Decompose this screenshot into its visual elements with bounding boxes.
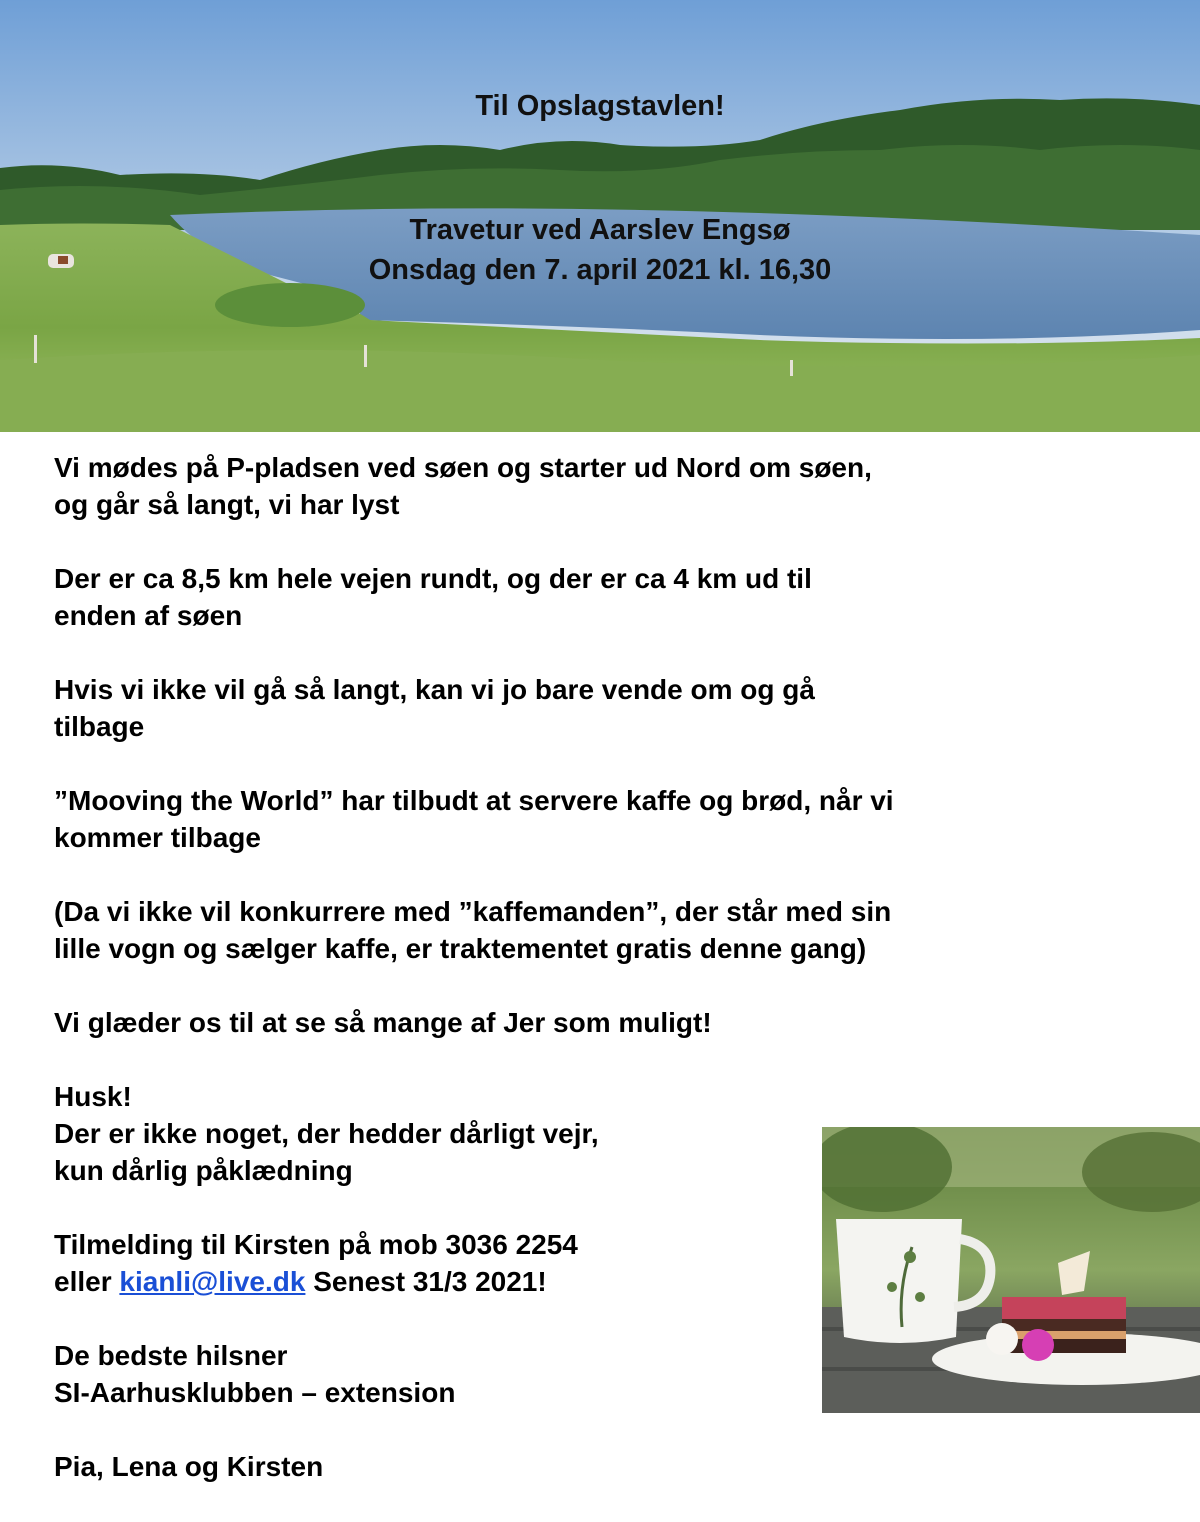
turnaround-paragraph (54, 671, 1054, 745)
signup-deadline: Senest 31/3 2021! (305, 1266, 547, 1297)
turnaround-line-1: Hvis vi ikke vil gå så langt, kan vi jo bare vende om og gå (54, 674, 815, 705)
closing-greeting: De bedste hilsner (54, 1340, 288, 1371)
signup-prefix: eller (54, 1266, 120, 1297)
welcome-paragraph (54, 1004, 1054, 1041)
email-link[interactable]: kianli@live.dk (119, 1266, 306, 1297)
meeting-paragraph (54, 449, 1054, 523)
signup-phone-line: Tilmelding til Kirsten på mob 3036 2254 (54, 1229, 578, 1260)
turnaround-line-2: tilbage (54, 711, 145, 742)
distance-line-2: enden af søen (54, 600, 243, 631)
reminder-line-1: Der er ikke noget, der hedder dårligt vejr, (54, 1118, 599, 1149)
coffee-offer-paragraph (54, 782, 1054, 856)
reminder-heading: Husk! (54, 1081, 132, 1112)
meeting-line-1: Vi mødes på P-pladsen ved søen og starter ud Nord om søen, (54, 452, 872, 483)
coffee-cake-image (822, 1127, 1200, 1413)
coffee-offer-line-2: kommer tilbage (54, 822, 261, 853)
signature: Pia, Lena og Kirsten (54, 1451, 324, 1482)
coffee-offer-line-1: ”Mooving the World” har tilbudt at servere kaffe og brød, når vi (54, 785, 894, 816)
free-refreshment-line-2: lille vogn og sælger kaffe, er traktementet gratis denne gang) (54, 933, 867, 964)
reminder-line-2: kun dårlig påklædning (54, 1155, 353, 1186)
distance-paragraph (54, 560, 1054, 634)
free-refreshment-paragraph (54, 893, 1054, 967)
notice-title: Til Opslagstavlen! (475, 90, 725, 122)
event-name: Travetur ved Aarslev Engsø (409, 214, 791, 246)
event-date: Onsdag den 7. april 2021 kl. 16,30 (368, 254, 832, 286)
signature-paragraph (54, 1448, 1054, 1485)
free-refreshment-line-1: (Da vi ikke vil konkurrere med ”kaffemanden”, der står med sin (54, 896, 892, 927)
coffee-cake-illustration (822, 1127, 1200, 1413)
meeting-line-2: og går så langt, vi har lyst (54, 489, 400, 520)
closing-club: SI-Aarhusklubben – extension (54, 1377, 456, 1408)
header-landscape-image (0, 0, 1200, 432)
distance-line-1: Der er ca 8,5 km hele vejen rundt, og der er ca 4 km ud til (54, 563, 812, 594)
welcome-line: Vi glæder os til at se så mange af Jer som muligt! (54, 1007, 712, 1038)
